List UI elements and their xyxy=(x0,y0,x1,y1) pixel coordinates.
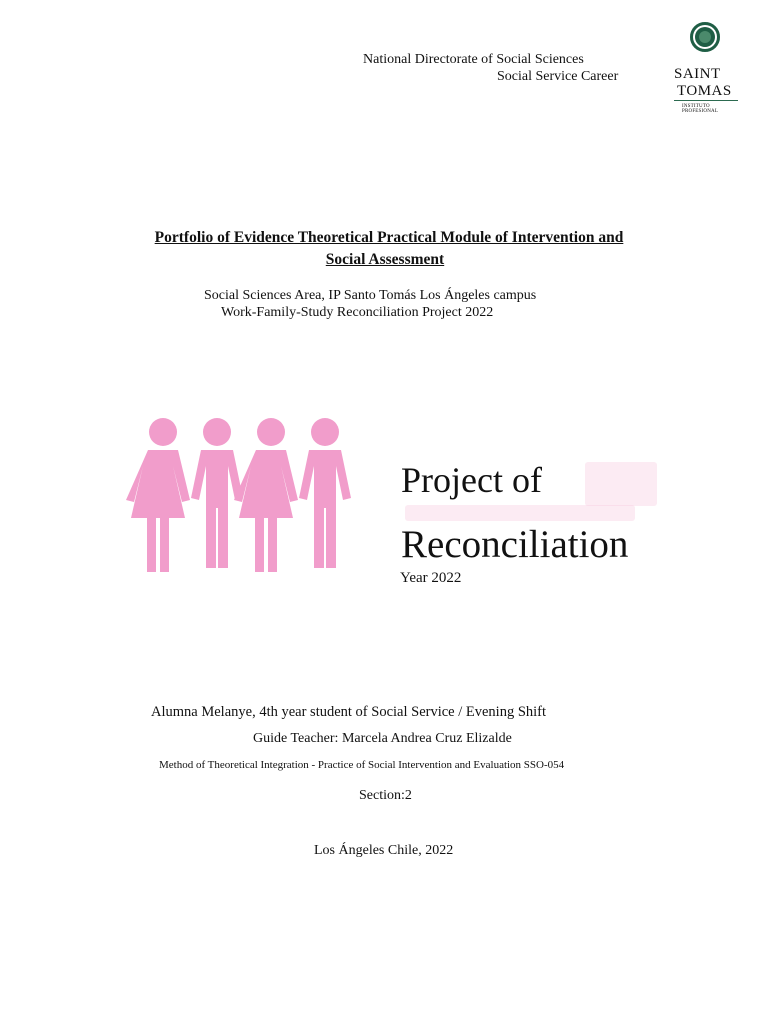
logo-divider xyxy=(674,100,738,101)
faded-mark xyxy=(585,462,657,506)
header-directorate: National Directorate of Social Sciences xyxy=(363,52,584,67)
project-title-line2: Reconciliation xyxy=(401,523,629,566)
figure-man-2 xyxy=(299,418,351,568)
place-date: Los Ángeles Chile, 2022 xyxy=(314,843,454,858)
header-career: Social Service Career xyxy=(497,69,619,84)
figure-man-1 xyxy=(191,418,243,568)
figure-woman-2 xyxy=(234,418,298,572)
subtitle-area: Social Sciences Area, IP Santo Tomás Los Ángeles campus xyxy=(204,288,537,303)
people-holding-hands-icon xyxy=(126,414,362,572)
logo-tagline: INSTITUTO PROFESIONAL xyxy=(682,104,719,114)
course-credit: Method of Theoretical Integration - Practice of Social Intervention and Evaluation SSO-054 xyxy=(159,759,565,771)
document-title-line1: Portfolio of Evidence Theoretical Practical Module of Intervention and xyxy=(154,229,624,246)
institution-logo xyxy=(670,20,742,112)
project-year: Year 2022 xyxy=(400,570,462,586)
project-title-line1: Project of xyxy=(401,460,542,500)
subtitle-project: Work-Family-Study Reconciliation Project 2022 xyxy=(221,305,494,320)
logo-name-line2: TOMAS xyxy=(677,83,732,99)
document-title-line2: Social Assessment xyxy=(325,251,445,268)
logo-name-line1: SAINT xyxy=(674,66,721,82)
section-label: Section:2 xyxy=(359,788,412,803)
teacher-credit: Guide Teacher: Marcela Andrea Cruz Elizalde xyxy=(253,731,512,746)
figure-woman-1 xyxy=(126,418,190,572)
faded-mark xyxy=(405,505,635,521)
student-credit: Alumna Melanye, 4th year student of Social Service / Evening Shift xyxy=(151,704,547,720)
seal-icon xyxy=(690,22,720,52)
